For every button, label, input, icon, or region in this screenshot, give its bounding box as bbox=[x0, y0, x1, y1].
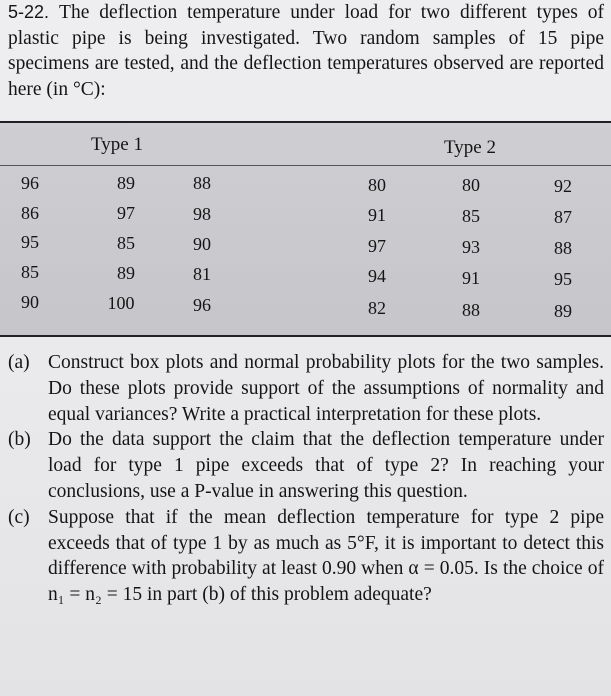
table-cell: 97 bbox=[368, 236, 386, 256]
table-cell: 97 bbox=[117, 203, 135, 223]
table-cell: 89 bbox=[117, 173, 135, 193]
table-cell: 91 bbox=[368, 205, 386, 225]
table-cell: 100 bbox=[107, 293, 135, 313]
table-cell: 96 bbox=[193, 295, 211, 315]
table-cell: 93 bbox=[462, 237, 480, 257]
table-cell: 90 bbox=[21, 292, 39, 312]
table-cell: 87 bbox=[554, 207, 572, 227]
table-cell: 86 bbox=[21, 203, 39, 223]
table-cell: 98 bbox=[193, 204, 211, 224]
table-cell: 85 bbox=[21, 262, 39, 282]
table-cell: 81 bbox=[193, 264, 211, 284]
table-cell: 95 bbox=[21, 232, 39, 252]
table-cell: 80 bbox=[368, 175, 386, 195]
type2-header: Type 2 bbox=[444, 137, 496, 158]
question-part-b bbox=[8, 427, 604, 504]
part-label: (b) bbox=[8, 429, 31, 451]
part-text: Suppose that if the mean deflection temperature for type 2 pipe exceeds that of type 1 by as much as 5°F, it is important to detect this difference with probability at least 0.90 when α = 0.05. Is the choice of n₁ = n₂ = 15 in part (b) of this problem adequate? bbox=[48, 506, 604, 606]
problem-number: 5-22. bbox=[8, 2, 50, 22]
table-cell: 88 bbox=[193, 173, 211, 193]
table-top-rule bbox=[0, 121, 611, 123]
table-cell: 82 bbox=[368, 298, 386, 318]
table-cell: 89 bbox=[117, 263, 135, 283]
question-part-a bbox=[8, 350, 604, 427]
table-cell: 92 bbox=[554, 176, 572, 196]
table-cell: 88 bbox=[554, 238, 572, 258]
table-bottom-rule bbox=[0, 335, 611, 337]
problem-text: The deflection temperature under load for two different types of plastic pipe is being investigated. Two random samples of 15 pipe specimens are tested, and the deflection temperatures observed are reported here (in °C): bbox=[8, 2, 604, 100]
table-cell: 96 bbox=[21, 173, 39, 193]
type1-header: Type 1 bbox=[91, 134, 143, 155]
table-cell: 80 bbox=[462, 175, 480, 195]
table-cell: 85 bbox=[117, 233, 135, 253]
table-cell: 94 bbox=[368, 266, 386, 286]
part-label: (c) bbox=[8, 506, 30, 528]
problem-statement bbox=[8, 0, 604, 102]
question-part-c bbox=[8, 505, 604, 608]
part-text: Do the data support the claim that the deflection temperature under load for type 1 pipe exceeds that of type 2? In reaching your conclusions, use a P-value in answering this question. bbox=[48, 429, 604, 502]
table-cell: 91 bbox=[462, 268, 480, 288]
part-label: (a) bbox=[8, 352, 30, 373]
part-text: Construct box plots and normal probability plots for the two samples. Do these plots provide support of the assumptions of normality and equal variances? Write a practical interpretation for these plots. bbox=[48, 352, 604, 425]
table-cell: 95 bbox=[554, 269, 572, 289]
table-header-rule bbox=[0, 165, 611, 166]
table-cell: 89 bbox=[554, 301, 572, 321]
table-cell: 88 bbox=[462, 300, 480, 320]
question-parts bbox=[8, 350, 604, 608]
table-cell: 90 bbox=[193, 234, 211, 254]
table-cell: 85 bbox=[462, 206, 480, 226]
